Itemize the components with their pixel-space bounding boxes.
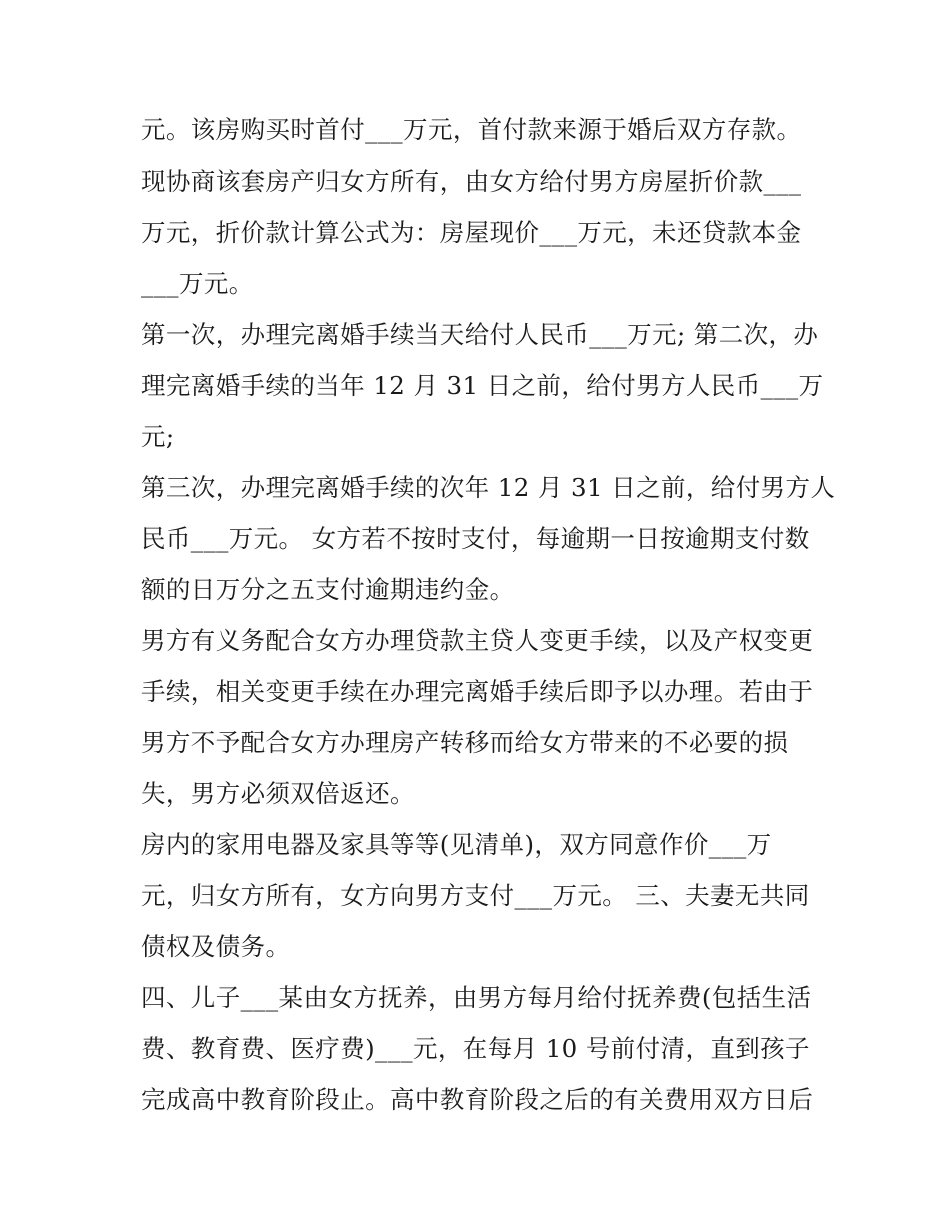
text-line: 第三次，办理完离婚手续的次年 12 月 31 日之前，给付男方人 [141, 473, 836, 502]
text-line: 元，归女方所有，女方向男方支付___万元。 三、夫妻无共同 [141, 881, 810, 910]
text-line: 万元，折价款计算公式为：房屋现价___万元，未还贷款本金 [141, 218, 802, 247]
text-line: 额的日万分之五支付逾期违约金。 [141, 575, 515, 604]
text-line: 理完离婚手续的当年 12 月 31 日之前，给付男方人民币___万 [141, 371, 824, 400]
text-line: 失，男方必须双倍返还。 [141, 779, 415, 808]
text-line: ___万元。 [141, 269, 254, 298]
text-line: 现协商该套房产归女方所有，由女方给付男方房屋折价款___ [141, 167, 802, 196]
text-line: 完成高中教育阶段止。高中教育阶段之后的有关费用双方日后 [141, 1085, 814, 1114]
text-line: 费、教育费、医疗费)___元，在每月 10 号前付清，直到孩子 [141, 1034, 810, 1063]
text-line: 债权及债务。 [141, 932, 291, 961]
text-line: 男方有义务配合女方办理贷款主贷人变更手续，以及产权变更 [141, 626, 814, 655]
text-line: 手续，相关变更手续在办理完离婚手续后即予以办理。若由于 [141, 677, 814, 706]
text-line: 元。该房购买时首付___万元，首付款来源于婚后双方存款。 [141, 115, 802, 144]
text-line: 民币___万元。 女方若不按时支付，每逾期一日按逾期支付数 [141, 524, 810, 553]
text-line: 元; [141, 422, 175, 451]
text-line: 男方不予配合女方办理房产转移而给女方带来的不必要的损 [141, 728, 789, 757]
text-line: 四、儿子___某由女方抚养，由男方每月给付抚养费(包括生活 [141, 983, 812, 1012]
text-line: 第一次，办理完离婚手续当天给付人民币___万元; 第二次，办 [141, 320, 819, 349]
text-line: 房内的家用电器及家具等等(见清单)，双方同意作价___万 [141, 830, 772, 859]
